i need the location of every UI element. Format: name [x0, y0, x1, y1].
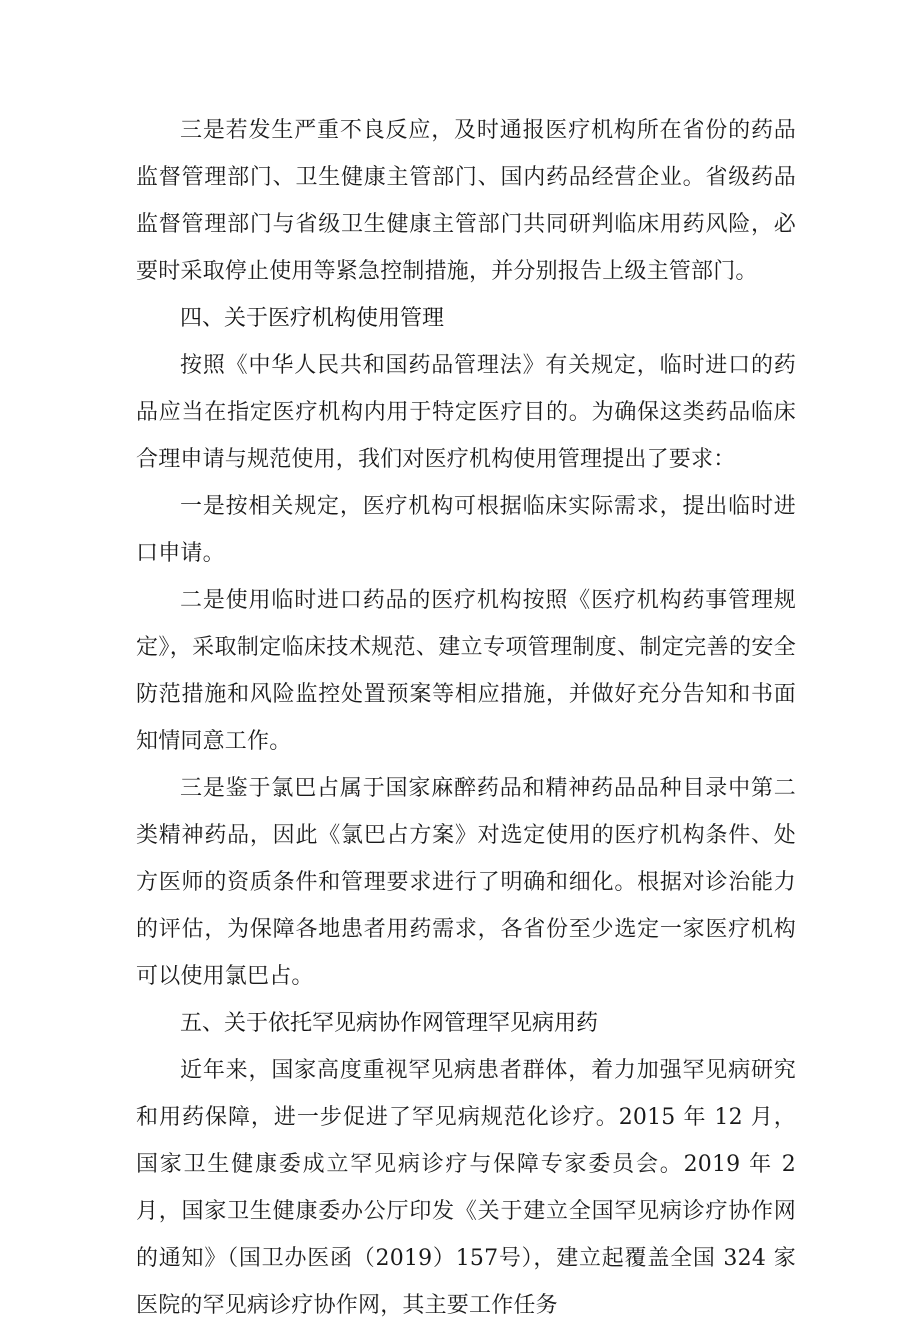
document-body [136, 107, 796, 1329]
paragraph-3: 一是按相关规定，医疗机构可根据临床实际需求，提出临时进口申请。 [136, 494, 796, 566]
paragraph-2: 按照《中华人民共和国药品管理法》有关规定，临时进口的药品应当在指定医疗机构内用于特定医疗目的。为确保这类药品临床合理申请与规范使用，我们对医疗机构使用管理提出了要求： [136, 353, 796, 472]
paragraph-4: 二是使用临时进口药品的医疗机构按照《医疗机构药事管理规定》，采取制定临床技术规范、建立专项管理制度、制定完善的安全防范措施和风险监控处置预案等相应措施，并做好充分告知和书面知情同意工作。 [136, 588, 796, 754]
paragraph-6: 近年来，国家高度重视罕见病患者群体，着力加强罕见病研究和用药保障，进一步促进了罕见病规范化诊疗。2015 年 12 月，国家卫生健康委成立罕见病诊疗与保障专家委员会。2019 年 2 月，国家卫生健康委办公厅印发《关于建立全国罕见病诊疗协作网的通知》（国卫办医函（2019）157号），建立起覆盖全国 324 家医院的罕见病诊疗协作网，其主要工作任务 [136, 1058, 796, 1318]
paragraph-1: 三是若发生严重不良反应，及时通报医疗机构所在省份的药品监督管理部门、卫生健康主管部门、国内药品经营企业。省级药品监督管理部门与省级卫生健康主管部门共同研判临床用药风险，必要时采取停止使用等紧急控制措施，并分别报告上级主管部门。 [136, 118, 796, 284]
paragraph-5: 三是鉴于氯巴占属于国家麻醉药品和精神药品品种目录中第二类精神药品，因此《氯巴占方案》对选定使用的医疗机构条件、处方医师的资质条件和管理要求进行了明确和细化。根据对诊治能力的评估，为保障各地患者用药需求，各省份至少选定一家医疗机构可以使用氯巴占。 [136, 776, 796, 989]
section-heading-4: 四、关于医疗机构使用管理 [180, 306, 445, 331]
section-heading-5: 五、关于依托罕见病协作网管理罕见病用药 [180, 1011, 599, 1036]
